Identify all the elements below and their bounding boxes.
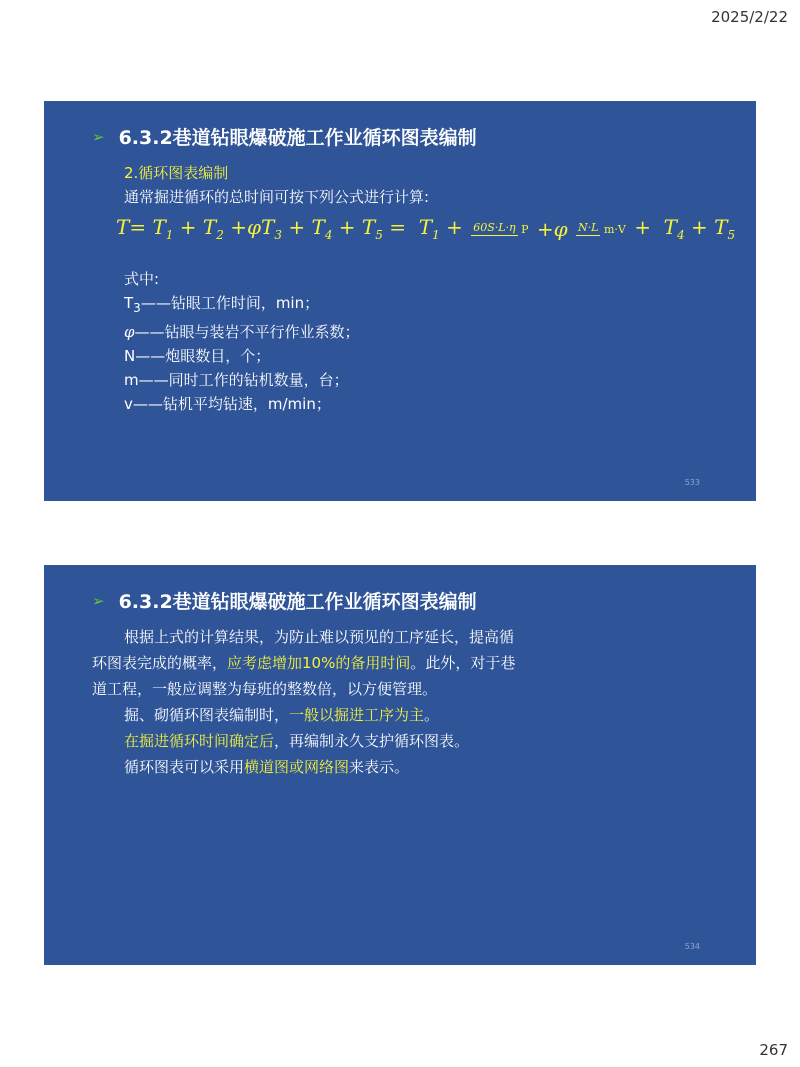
- slide-533: [44, 101, 756, 501]
- slide-number: 534: [684, 942, 700, 951]
- highlight-text: 一般以掘进工序为主: [289, 706, 425, 724]
- paragraph-line: 环图表完成的概率，应考虑增加10%的备用时间。此外，对于巷: [92, 654, 516, 672]
- slide-title-text: 6.3.2巷道钻眼爆破施工作业循环图表编制: [118, 127, 477, 149]
- paragraph-line: 道工程，一般应调整为每班的整数倍，以方便管理。: [92, 680, 438, 698]
- fraction-holes: N·L m·V: [578, 221, 626, 236]
- section-subtitle: 2.循环图表编制: [124, 164, 229, 182]
- definition-item: N——炮眼数目，个；: [124, 347, 271, 365]
- page-date: 2025/2/22: [711, 8, 788, 26]
- arrow-bullet-icon: ➢: [92, 592, 105, 610]
- definition-item: φ——钻眼与装岩不平行作业系数；: [124, 323, 360, 341]
- paragraph-line: 循环图表可以采用横道图或网络图来表示。: [124, 758, 410, 776]
- highlight-text: 在掘进循环时间确定后: [124, 732, 275, 750]
- definition-item: m——同时工作的钻机数量，台；: [124, 371, 349, 389]
- formula-intro: 通常掘进循环的总时间可按下列公式进行计算:: [124, 188, 430, 206]
- slide-title: [92, 587, 477, 614]
- paragraph-line: 根据上式的计算结果，为防止难以预见的工序延长，提高循: [124, 628, 515, 646]
- definition-item: $T_3——$钻眼工作时间，min；: [124, 294, 320, 315]
- paragraph-line: 在掘进循环时间确定后，再编制永久支护循环图表。: [124, 732, 470, 750]
- slide-534: [44, 565, 756, 965]
- where-label: 式中:: [124, 270, 160, 288]
- fraction-drilling: 60S·L·η P: [473, 221, 529, 236]
- page-number: 267: [759, 1041, 788, 1059]
- highlight-text: 横道图或网络图: [244, 758, 350, 776]
- definition-item: v——钻机平均钻速，m/min；: [124, 395, 331, 413]
- cycle-time-formula: $T= T_1 + T_2 +\varphi T_3 + T_4 + T_5 = T_1 + 60S\cdot L\cdot\eta$ P +φ N·L $m\cdot V + T_4 + T_5$: [116, 215, 736, 242]
- slide-title: [92, 123, 477, 150]
- arrow-bullet-icon: ➢: [92, 128, 105, 146]
- slide-number: 533: [684, 478, 700, 487]
- definition-list: [124, 267, 360, 416]
- slide-title-text: 6.3.2巷道钻眼爆破施工作业循环图表编制: [118, 591, 477, 613]
- highlight-text: 应考虑增加10%的备用时间: [227, 654, 411, 672]
- paragraph-line: 掘、砌循环图表编制时，一般以掘进工序为主。: [124, 706, 440, 724]
